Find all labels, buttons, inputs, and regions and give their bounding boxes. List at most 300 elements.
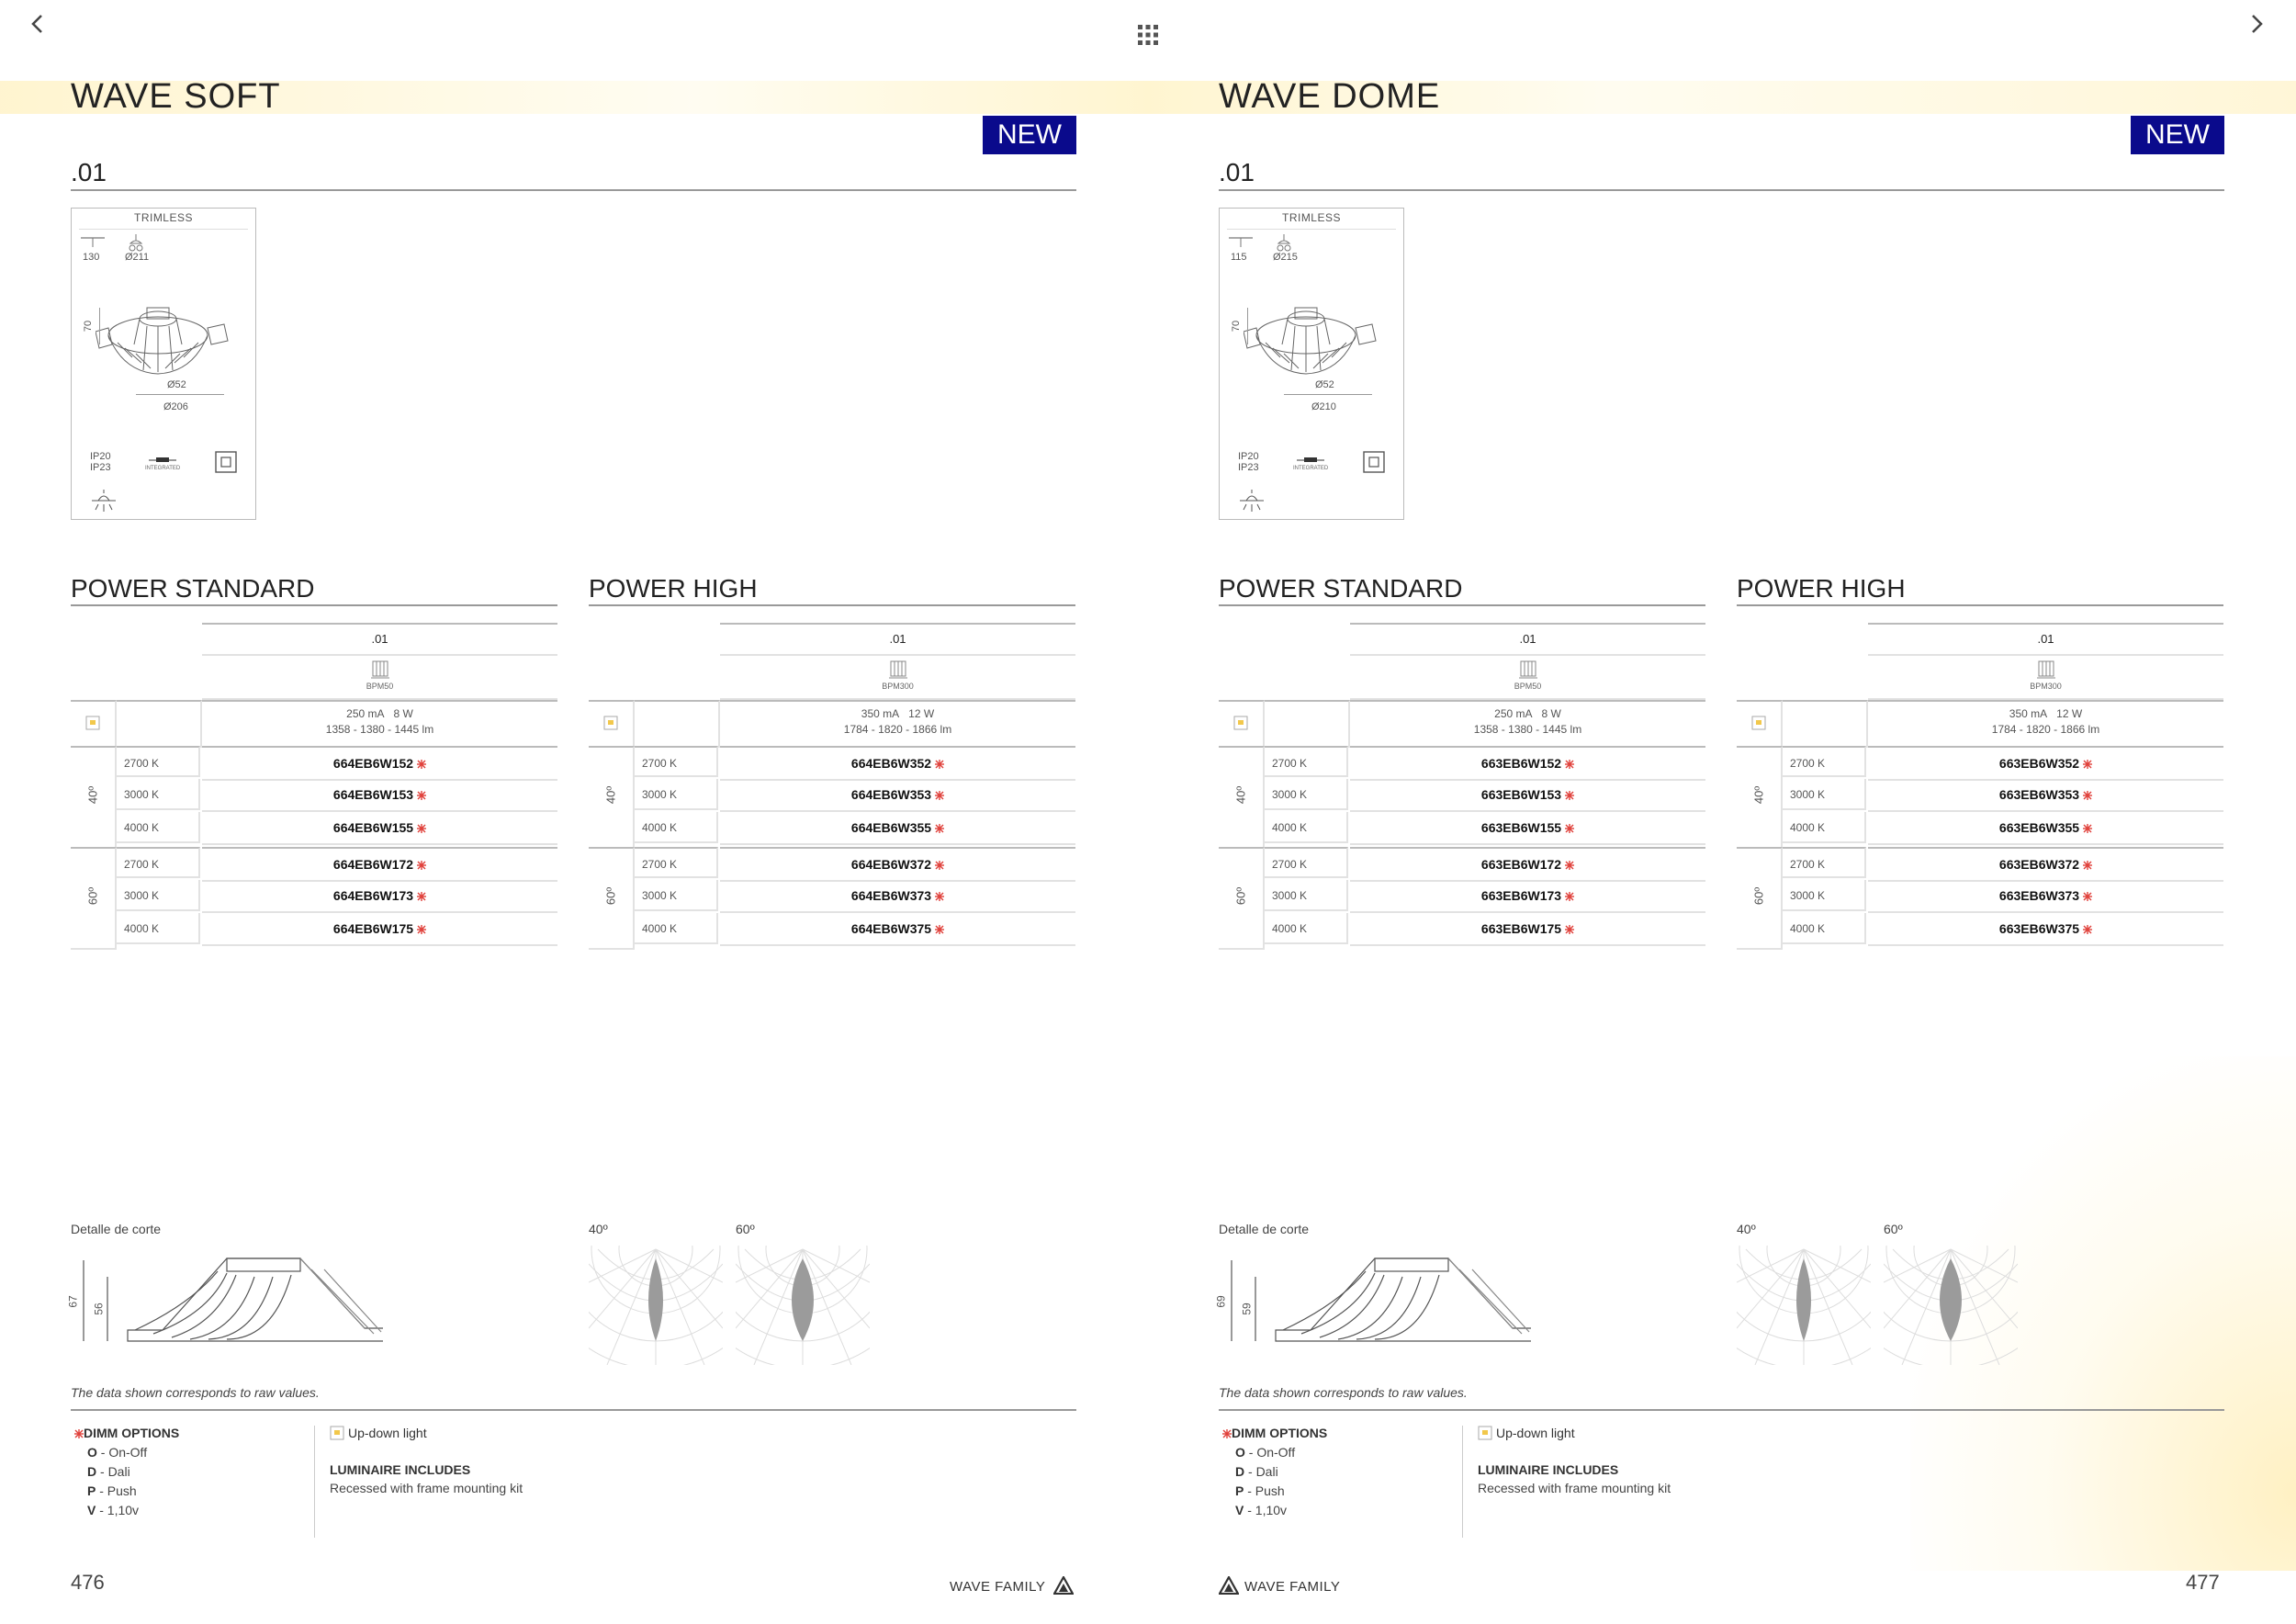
product-code: 663EB6W175	[1480, 921, 1562, 936]
product-code-cell[interactable]	[720, 746, 1075, 781]
variant-subtitle: .01	[1219, 158, 2224, 191]
cct-value: 2700 K	[642, 858, 678, 871]
footer-family	[950, 1576, 1074, 1595]
cct-value: 3000 K	[1272, 788, 1308, 801]
cct-cell	[117, 847, 200, 878]
dimmable-icon	[1565, 791, 1574, 800]
product-code-cell[interactable]	[1350, 812, 1705, 845]
up-down-light-icon	[1233, 716, 1248, 730]
divider	[71, 1409, 1076, 1411]
photometry-label-b: 60º	[736, 1222, 755, 1236]
product-card	[1219, 208, 1404, 520]
cct-value: 4000 K	[124, 821, 160, 834]
dimmable-icon	[935, 791, 944, 800]
dimm-value: - Dali	[96, 1464, 130, 1479]
cct-cell	[117, 812, 200, 843]
updown-cell	[1737, 700, 1783, 748]
triangle-logo-icon	[1053, 1576, 1074, 1595]
height-value: 70	[83, 320, 95, 333]
grid-icon	[1137, 24, 1159, 46]
dimmable-icon	[417, 925, 426, 934]
detail-height-1: 69	[1214, 1295, 1228, 1308]
dimm-value: - On-Off	[96, 1445, 148, 1460]
page-title: WAVE SOFT	[71, 77, 281, 116]
cct-cell	[635, 746, 718, 777]
beam-angle-cell	[71, 746, 117, 849]
section-title: POWER STANDARD	[71, 573, 557, 606]
current-value: 250 mA	[346, 707, 385, 720]
cct-cell	[635, 880, 718, 911]
outer-diameter-value: Ø210	[1311, 401, 1336, 412]
lamp-icon	[1273, 232, 1295, 253]
beam-angle-cell	[1737, 746, 1783, 849]
driver-label: BPM50	[366, 682, 394, 691]
driver-label: INTEGRATED	[1293, 466, 1329, 471]
product-code-cell[interactable]	[202, 746, 557, 781]
dimm-key: P	[1235, 1483, 1244, 1498]
product-code: 663EB6W375	[1998, 921, 2080, 936]
current-value: 250 mA	[1494, 707, 1533, 720]
ip-bottom: IP23	[90, 462, 111, 473]
updown-legend	[1478, 1426, 1575, 1440]
dimm-value: - Dali	[1244, 1464, 1278, 1479]
product-code-cell[interactable]	[720, 880, 1075, 913]
dimm-title: DIMM OPTIONS	[1232, 1426, 1328, 1440]
power-cell	[720, 700, 1075, 748]
cct-cell	[1783, 746, 1866, 777]
column-label: .01	[371, 632, 388, 646]
catalog-page	[1214, 0, 2224, 1624]
cct-value: 4000 K	[124, 922, 160, 935]
cct-value: 2700 K	[1790, 757, 1826, 770]
includes-text: Recessed with frame mounting kit	[1478, 1481, 1671, 1495]
dimm-value: - Push	[1244, 1483, 1285, 1498]
product-code-cell[interactable]	[720, 847, 1075, 882]
dimmable-icon	[935, 892, 944, 901]
section-title: POWER HIGH	[589, 573, 1075, 606]
dimmable-icon	[2083, 791, 2092, 800]
product-code: 663EB6W152	[1480, 756, 1562, 771]
product-code: 663EB6W172	[1480, 857, 1562, 872]
cct-cell	[1265, 812, 1348, 843]
cct-value: 4000 K	[1272, 821, 1308, 834]
dimm-value: - 1,10v	[96, 1503, 140, 1517]
product-code: 663EB6W173	[1480, 888, 1562, 903]
photometric-diagram	[589, 1246, 723, 1365]
flux-value: 1358 - 1380 - 1445 lm	[1473, 723, 1582, 736]
cct-cell	[1783, 880, 1866, 911]
diameter-value: Ø211	[125, 252, 150, 263]
beam-angle-cell	[589, 847, 635, 950]
dimm-option	[87, 1464, 179, 1479]
dimm-option	[1235, 1464, 1327, 1479]
product-code: 663EB6W373	[1998, 888, 2080, 903]
cct-cell	[635, 847, 718, 878]
product-code-cell[interactable]	[1350, 913, 1705, 946]
beam-angle-cell	[589, 746, 635, 849]
updown-legend	[330, 1426, 427, 1440]
chevron-right-icon	[2246, 11, 2267, 37]
raw-values-note: The data shown corresponds to raw values.	[1219, 1385, 1468, 1400]
dimmable-icon	[935, 925, 944, 934]
driver-label: BPM300	[882, 682, 914, 691]
column-label: .01	[889, 632, 906, 646]
dimm-key: O	[87, 1445, 97, 1460]
driver-cell	[1350, 654, 1705, 700]
driver-icon	[369, 659, 391, 681]
column-header	[720, 623, 1075, 656]
product-code: 664EB6W375	[850, 921, 932, 936]
product-code: 664EB6W173	[332, 888, 414, 903]
dimmable-icon	[1222, 1429, 1232, 1438]
blank-cell	[1265, 700, 1350, 748]
recessed-light-icon	[1238, 488, 1266, 513]
cct-cell	[1265, 779, 1348, 810]
detail-height-1: 67	[66, 1295, 80, 1308]
up-down-light-icon	[1478, 1426, 1492, 1440]
cct-value: 2700 K	[1272, 858, 1308, 871]
dimm-option	[1235, 1483, 1327, 1498]
column-header	[1868, 623, 2223, 656]
variant-subtitle: .01	[71, 158, 1076, 191]
cct-value: 3000 K	[1272, 889, 1308, 902]
dimm-option	[1235, 1445, 1327, 1460]
product-code: 664EB6W155	[332, 820, 414, 835]
column-label: .01	[1519, 632, 1536, 646]
cct-value: 2700 K	[1790, 858, 1826, 871]
dimmable-icon	[2083, 892, 2092, 901]
product-code: 664EB6W153	[332, 787, 414, 802]
height-value: 70	[1231, 320, 1243, 333]
driver-integrated-icon	[1297, 457, 1324, 466]
dimmable-icon	[2083, 861, 2092, 870]
inner-diameter-value: Ø52	[167, 379, 186, 390]
dimmable-icon	[935, 824, 944, 833]
flux-value: 1784 - 1820 - 1866 lm	[1991, 723, 2100, 736]
beam-angle-label: 40º	[85, 785, 100, 805]
cct-cell	[1783, 847, 1866, 878]
product-code: 664EB6W353	[850, 787, 932, 802]
cutout-value: 115	[1231, 252, 1247, 263]
detail-label: Detalle de corte	[71, 1222, 162, 1236]
dimmable-icon	[2083, 824, 2092, 833]
cct-cell	[117, 746, 200, 777]
includes-title: LUMINAIRE INCLUDES	[1478, 1462, 1619, 1477]
dimmable-icon	[1565, 861, 1574, 870]
power-cell	[1868, 700, 2223, 748]
footer-family	[1219, 1576, 1340, 1595]
updown-cell	[589, 700, 635, 748]
cct-cell	[635, 913, 718, 944]
cct-value: 4000 K	[642, 821, 678, 834]
product-code-cell[interactable]	[1868, 880, 2223, 913]
section-title: POWER STANDARD	[1219, 573, 1705, 606]
cct-cell	[635, 812, 718, 843]
dimm-option	[87, 1503, 179, 1517]
luminaire-drawing	[96, 289, 233, 390]
card-header: TRIMLESS	[133, 211, 193, 224]
triangle-logo-icon	[1219, 1576, 1239, 1595]
dimm-key: P	[87, 1483, 96, 1498]
column-label: .01	[2037, 632, 2054, 646]
dimm-key: O	[1235, 1445, 1245, 1460]
dimm-value: - On-Off	[1244, 1445, 1296, 1460]
cct-value: 3000 K	[1790, 889, 1826, 902]
footer-family-label: WAVE FAMILY	[950, 1579, 1046, 1595]
product-code-cell[interactable]	[202, 913, 557, 946]
driver-icon	[1517, 659, 1539, 681]
page-number: 477	[2186, 1571, 2220, 1594]
cct-value: 3000 K	[124, 889, 160, 902]
driver-integrated-icon	[149, 457, 176, 466]
cct-cell	[635, 779, 718, 810]
cct-cell	[1265, 880, 1348, 911]
cct-cell	[1265, 913, 1348, 944]
section-detail-drawing	[71, 1249, 383, 1350]
power-cell	[202, 700, 557, 748]
ip-rating	[1238, 451, 1259, 473]
product-code: 664EB6W172	[332, 857, 414, 872]
section-detail-drawing	[1219, 1249, 1531, 1350]
dimmable-icon	[74, 1429, 84, 1438]
product-code: 663EB6W155	[1480, 820, 1562, 835]
cutout-value: 130	[83, 252, 100, 263]
up-down-light-icon	[603, 716, 618, 730]
cct-value: 2700 K	[642, 757, 678, 770]
product-code-cell[interactable]	[1350, 779, 1705, 812]
includes-title: LUMINAIRE INCLUDES	[330, 1462, 471, 1477]
cct-value: 2700 K	[124, 757, 160, 770]
current-value: 350 mA	[2009, 707, 2048, 720]
beam-angle-label: 60º	[85, 886, 100, 906]
dimm-key: V	[1235, 1503, 1244, 1517]
cct-value: 3000 K	[642, 889, 678, 902]
product-code-cell[interactable]	[720, 812, 1075, 845]
photometry-label-b: 60º	[1884, 1222, 1903, 1236]
dimmable-icon	[1565, 892, 1574, 901]
dimm-option	[87, 1445, 179, 1460]
product-code-cell[interactable]	[1868, 913, 2223, 946]
cct-value: 2700 K	[124, 858, 160, 871]
dimmable-icon	[1565, 824, 1574, 833]
cct-cell	[117, 880, 200, 911]
product-code-cell[interactable]	[720, 779, 1075, 812]
updown-label: Up-down light	[1496, 1426, 1575, 1440]
cutout-icon	[1227, 234, 1255, 249]
ip-top: IP20	[90, 451, 111, 462]
raw-values-note: The data shown corresponds to raw values.	[71, 1385, 320, 1400]
cct-cell	[1783, 812, 1866, 843]
dimmable-icon	[935, 760, 944, 769]
product-code: 663EB6W153	[1480, 787, 1562, 802]
photometry-label-a: 40º	[1737, 1222, 1756, 1236]
product-code: 664EB6W355	[850, 820, 932, 835]
dimm-key: D	[87, 1464, 97, 1479]
current-value: 350 mA	[861, 707, 900, 720]
flux-value: 1784 - 1820 - 1866 lm	[843, 723, 952, 736]
beam-angle-label: 60º	[603, 886, 618, 906]
lamp-icon	[125, 232, 147, 253]
card-header: TRIMLESS	[1281, 211, 1341, 224]
product-card	[71, 208, 256, 520]
dimm-value: - Push	[96, 1483, 137, 1498]
driver-label: BPM50	[1514, 682, 1542, 691]
square-trim-icon	[1363, 451, 1385, 473]
dimmable-icon	[2083, 760, 2092, 769]
outer-diameter-value: Ø206	[163, 401, 188, 412]
product-code: 664EB6W352	[850, 756, 932, 771]
section-title: POWER HIGH	[1737, 573, 2223, 606]
product-code-cell[interactable]	[202, 880, 557, 913]
legend-divider	[314, 1426, 315, 1538]
cct-value: 2700 K	[1272, 757, 1308, 770]
driver-label: INTEGRATED	[145, 466, 181, 471]
photometric-diagram	[1884, 1246, 2018, 1365]
catalog-page	[66, 0, 1076, 1624]
power-value: 8 W	[1541, 707, 1561, 720]
product-code: 663EB6W352	[1998, 756, 2080, 771]
cct-cell	[1265, 847, 1348, 878]
grid-view-button[interactable]	[1137, 18, 1159, 54]
product-code-cell[interactable]	[1868, 812, 2223, 845]
dimmable-icon	[417, 861, 426, 870]
cct-value: 4000 K	[1790, 821, 1826, 834]
beam-angle-cell	[1219, 746, 1265, 849]
product-code-cell[interactable]	[1868, 746, 2223, 781]
ip-rating	[90, 451, 111, 473]
flux-value: 1358 - 1380 - 1445 lm	[325, 723, 434, 736]
product-code-cell[interactable]	[1868, 779, 2223, 812]
dimm-title: DIMM OPTIONS	[84, 1426, 180, 1440]
legend-divider	[1462, 1426, 1463, 1538]
chevron-left-icon	[28, 11, 48, 37]
page-title: WAVE DOME	[1219, 77, 1441, 116]
dimm-options	[1219, 1426, 1327, 1517]
power-value: 12 W	[908, 707, 935, 720]
power-value: 12 W	[2056, 707, 2083, 720]
product-code-cell[interactable]	[202, 812, 557, 845]
dimmable-icon	[2083, 925, 2092, 934]
cct-value: 3000 K	[1790, 788, 1826, 801]
dimm-option	[87, 1483, 179, 1498]
product-code: 664EB6W372	[850, 857, 932, 872]
beam-angle-label: 60º	[1751, 886, 1766, 906]
photometry-label-a: 40º	[589, 1222, 608, 1236]
up-down-light-icon	[1751, 716, 1766, 730]
footer-family-label: WAVE FAMILY	[1244, 1579, 1341, 1595]
blank-cell	[635, 700, 720, 748]
prev-page-button[interactable]	[28, 9, 48, 45]
updown-cell	[71, 700, 117, 748]
product-code: 664EB6W175	[332, 921, 414, 936]
cct-value: 3000 K	[124, 788, 160, 801]
cct-cell	[117, 779, 200, 810]
product-code-cell[interactable]	[1350, 880, 1705, 913]
product-code: 663EB6W372	[1998, 857, 2080, 872]
blank-cell	[1783, 700, 1868, 748]
photometric-diagram	[1737, 1246, 1871, 1365]
detail-height-2: 59	[1240, 1303, 1254, 1315]
dimmable-icon	[417, 824, 426, 833]
column-header	[202, 623, 557, 656]
new-badge: NEW	[983, 116, 1076, 154]
dimmable-icon	[417, 791, 426, 800]
product-code-cell[interactable]	[720, 913, 1075, 946]
recessed-light-icon	[90, 488, 118, 513]
diameter-value: Ø215	[1273, 252, 1298, 263]
power-value: 8 W	[393, 707, 413, 720]
cct-cell	[117, 913, 200, 944]
driver-cell	[1868, 654, 2223, 700]
driver-icon	[887, 659, 909, 681]
dimm-value: - 1,10v	[1244, 1503, 1288, 1517]
product-code: 664EB6W373	[850, 888, 932, 903]
product-code: 663EB6W355	[1998, 820, 2080, 835]
cct-value: 3000 K	[642, 788, 678, 801]
ip-top: IP20	[1238, 451, 1259, 462]
beam-angle-label: 40º	[1751, 785, 1766, 805]
product-code-cell[interactable]	[1868, 847, 2223, 882]
dimmable-icon	[417, 760, 426, 769]
cct-cell	[1783, 913, 1866, 944]
cutout-icon	[79, 234, 107, 249]
updown-label: Up-down light	[348, 1426, 427, 1440]
cct-value: 4000 K	[1272, 922, 1308, 935]
new-badge: NEW	[2131, 116, 2224, 154]
next-page-button[interactable]	[2246, 9, 2267, 45]
driver-cell	[202, 654, 557, 700]
beam-angle-cell	[71, 847, 117, 950]
product-code-cell[interactable]	[202, 847, 557, 882]
product-code-cell[interactable]	[202, 779, 557, 812]
beam-angle-cell	[1219, 847, 1265, 950]
beam-angle-label: 40º	[1233, 785, 1248, 805]
cct-value: 4000 K	[1790, 922, 1826, 935]
up-down-light-icon	[85, 716, 100, 730]
driver-icon	[2035, 659, 2057, 681]
blank-cell	[117, 700, 202, 748]
dimm-options	[71, 1426, 179, 1517]
divider	[1219, 1409, 2224, 1411]
cct-cell	[1783, 779, 1866, 810]
dimmable-icon	[1565, 760, 1574, 769]
square-trim-icon	[215, 451, 237, 473]
dimm-key: D	[1235, 1464, 1245, 1479]
page-number: 476	[71, 1571, 105, 1594]
dimm-option	[1235, 1503, 1327, 1517]
detail-height-2: 56	[92, 1303, 106, 1315]
driver-label: BPM300	[2030, 682, 2062, 691]
dimmable-icon	[935, 861, 944, 870]
product-code: 663EB6W353	[1998, 787, 2080, 802]
column-header	[1350, 623, 1705, 656]
dimm-key: V	[87, 1503, 96, 1517]
cct-value: 4000 K	[642, 922, 678, 935]
beam-angle-cell	[1737, 847, 1783, 950]
up-down-light-icon	[330, 1426, 344, 1440]
product-code-cell[interactable]	[1350, 746, 1705, 781]
dimmable-icon	[417, 892, 426, 901]
updown-cell	[1219, 700, 1265, 748]
detail-label: Detalle de corte	[1219, 1222, 1310, 1236]
cct-cell	[1265, 746, 1348, 777]
beam-angle-label: 40º	[603, 785, 618, 805]
beam-angle-label: 60º	[1233, 886, 1248, 906]
product-code-cell[interactable]	[1350, 847, 1705, 882]
driver-cell	[720, 654, 1075, 700]
inner-diameter-value: Ø52	[1315, 379, 1334, 390]
product-code: 664EB6W152	[332, 756, 414, 771]
